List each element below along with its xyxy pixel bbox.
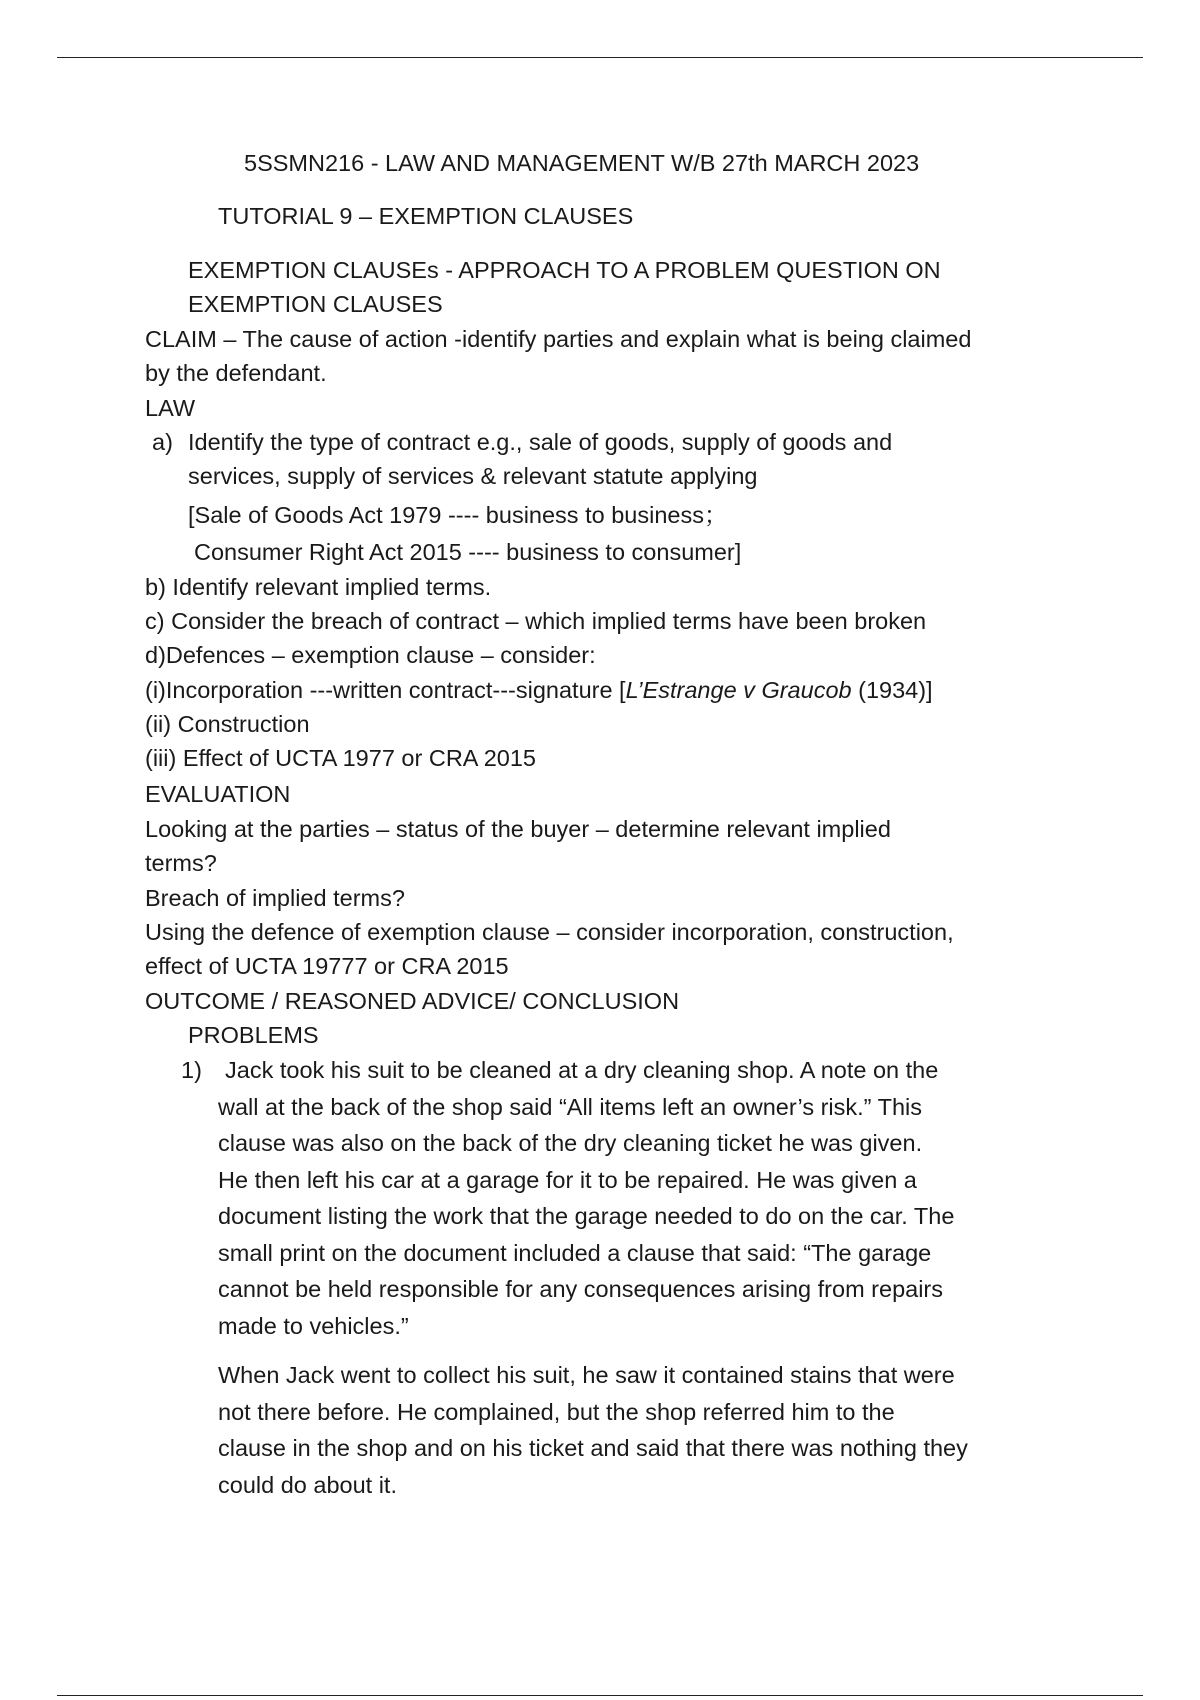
evaluation-line2: terms?: [145, 850, 217, 876]
claim-line2: by the defendant.: [145, 360, 327, 386]
approach-heading-line1: EXEMPTION CLAUSEs - APPROACH TO A PROBLEM QUESTION ON: [188, 257, 941, 283]
problem-1-line: clause was also on the back of the dry cleaning ticket he was given.: [218, 1130, 923, 1156]
problem-1b-line: could do about it.: [218, 1471, 397, 1498]
case-citation: L’Estrange v Graucob: [625, 677, 852, 703]
problem-1-line: cannot be held responsible for any consequences arising from repairs: [218, 1276, 944, 1302]
problem-1-line: wall at the back of the shop said “All items left an owner’s risk.” This: [218, 1093, 923, 1120]
problem-1-paragraph: [218, 1052, 954, 1344]
statute-line1: [Sale of Goods Act 1979 ---- business to business；: [188, 502, 728, 528]
problem-1-line: small print on the document included a clause that said: “The garage: [218, 1239, 932, 1266]
outcome-heading: OUTCOME / REASONED ADVICE/ CONCLUSION: [145, 988, 680, 1014]
problems-heading: PROBLEMS: [188, 1022, 319, 1048]
law-a-line1: Identify the type of contract e.g., sale of goods, supply of goods and: [188, 429, 893, 455]
law-a-label: a): [152, 429, 173, 455]
evaluation-line1: Looking at the parties – status of the buyer – determine relevant implied: [145, 816, 891, 842]
evaluation-line5: effect of UCTA 19777 or CRA 2015: [145, 953, 509, 979]
problem-1b-line: clause in the shop and on his ticket and said that there was nothing they: [218, 1435, 968, 1461]
law-a-line2: services, supply of services & relevant statute applying: [188, 463, 758, 489]
problem-1b-line: When Jack went to collect his suit, he saw it contained stains that were: [218, 1362, 955, 1388]
tutorial-title: TUTORIAL 9 – EXEMPTION CLAUSES: [218, 203, 634, 229]
law-b: b) Identify relevant implied terms.: [145, 574, 492, 600]
course-title: 5SSMN216 - LAW AND MANAGEMENT W/B 27th MARCH 2023: [244, 150, 920, 176]
law-d-ii: (ii) Construction: [145, 711, 310, 737]
evaluation-line4: Using the defence of exemption clause – consider incorporation, construction,: [145, 919, 954, 945]
law-d-i-prefix: (i)Incorporation ---written contract---signature [: [145, 677, 626, 703]
problem-1-line: document listing the work that the garage needed to do on the car. The: [218, 1203, 955, 1229]
bottom-rule: [57, 1695, 1143, 1696]
approach-heading-line2: EXEMPTION CLAUSES: [188, 291, 443, 317]
problem-1-line: made to vehicles.”: [218, 1312, 409, 1339]
law-heading: LAW: [145, 395, 196, 421]
law-d-iii: (iii) Effect of UCTA 1977 or CRA 2015: [145, 745, 536, 771]
law-d-i: [145, 673, 933, 707]
problem-1-paragraph-2: [218, 1357, 968, 1503]
problem-1-line: Jack took his suit to be cleaned at a dry cleaning shop. A note on the: [225, 1057, 939, 1083]
evaluation-line3: Breach of implied terms?: [145, 885, 405, 911]
statute-line2: Consumer Right Act 2015 ---- business to consumer]: [194, 539, 742, 565]
law-c: c) Consider the breach of contract – which implied terms have been broken: [145, 608, 927, 634]
law-d: d)Defences – exemption clause – consider:: [145, 642, 596, 668]
top-rule: [57, 57, 1143, 58]
problem-1-label: 1): [181, 1057, 202, 1083]
problem-1-line: He then left his car at a garage for it to be repaired. He was given a: [218, 1166, 917, 1193]
evaluation-heading: EVALUATION: [145, 781, 291, 807]
claim-line1: CLAIM – The cause of action -identify parties and explain what is being claimed: [145, 326, 972, 352]
law-d-i-suffix: (1934)]: [851, 677, 933, 703]
problem-1b-line: not there before. He complained, but the shop referred him to the: [218, 1398, 895, 1425]
